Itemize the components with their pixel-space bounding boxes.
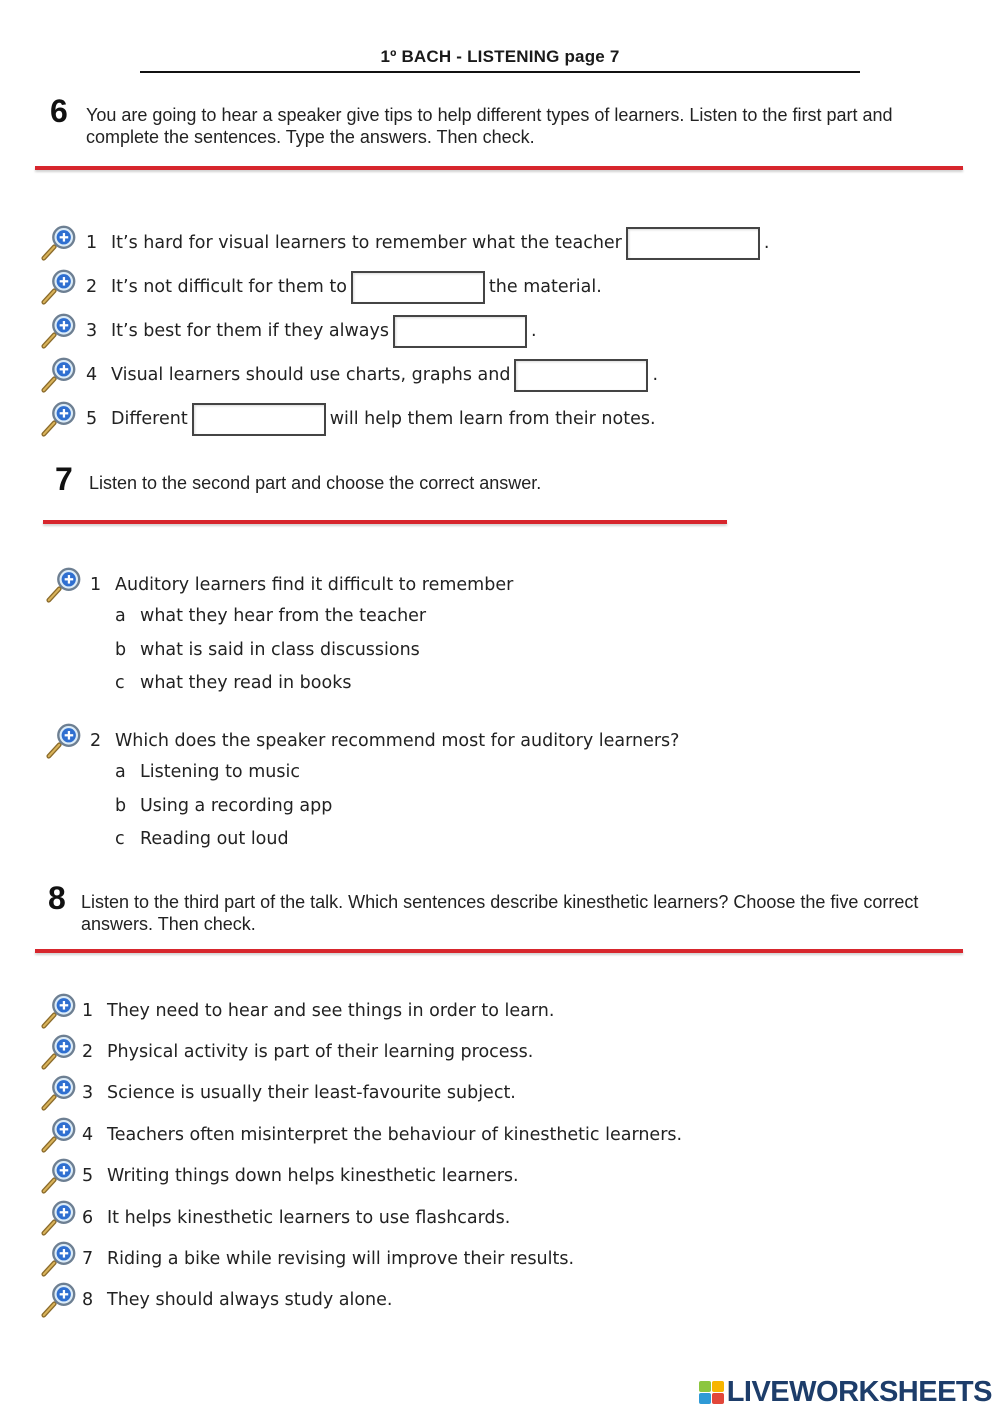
item-number: 8 [82,1290,94,1310]
answer-input[interactable] [192,403,326,436]
option-text: Reading out loud [140,829,289,849]
zoom-in-magnifier-icon[interactable] [40,1033,78,1071]
question-text: Which does the speaker recommend most for auditory learners? [115,731,680,751]
zoom-in-magnifier-icon[interactable] [45,566,83,604]
section-6-item [40,224,769,262]
item-text: They should always study alone. [107,1290,393,1310]
section-8-number: 8 [48,880,66,916]
item-text: They need to hear and see things in order to learn. [107,1001,555,1021]
zoom-in-magnifier-icon[interactable] [40,1199,78,1237]
section-8-item[interactable] [40,1157,519,1195]
liveworksheets-logo-text: LIVEWORKSHEETS [726,1376,992,1408]
option-text: what they read in books [140,673,352,693]
option-b[interactable] [115,796,332,816]
section-8-item[interactable] [40,1281,392,1319]
item-number: 3 [82,1083,94,1103]
option-letter: b [115,796,127,816]
section-6-item [40,312,537,350]
section-6-divider [35,166,963,170]
item-text-after: . [763,233,770,253]
zoom-in-magnifier-icon[interactable] [40,400,78,438]
item-text-after: the material. [488,277,602,297]
answer-input[interactable] [626,227,760,260]
zoom-in-magnifier-icon[interactable] [40,312,78,350]
option-a[interactable] [115,762,300,782]
item-text: Physical activity is part of their learning process. [107,1042,534,1062]
item-number: 1 [86,233,98,253]
item-number: 5 [86,409,98,429]
section-8-item[interactable] [40,1033,533,1071]
option-letter: a [115,606,126,626]
option-c[interactable] [115,673,351,693]
item-number: 4 [82,1125,94,1145]
question-number: 2 [90,731,102,751]
zoom-in-magnifier-icon[interactable] [40,1116,78,1154]
item-number: 2 [86,277,98,297]
zoom-in-magnifier-icon[interactable] [40,356,78,394]
option-letter: c [115,673,125,693]
item-text: It helps kinesthetic learners to use flashcards. [107,1208,511,1228]
section-6-item [40,356,658,394]
item-text: It’s not difficult for them to [111,277,347,297]
item-text-after: . [652,365,659,385]
item-number: 5 [82,1166,94,1186]
item-text: It’s hard for visual learners to remember what the teacher [111,233,622,253]
question-text: Auditory learners find it difficult to remember [115,575,514,595]
item-number: 6 [82,1208,94,1228]
item-text: It’s best for them if they always [111,321,389,341]
section-7-question [45,566,513,604]
answer-input[interactable] [351,271,485,304]
item-text-after: . [530,321,537,341]
section-7-divider [43,520,727,524]
item-number: 3 [86,321,98,341]
option-text: Listening to music [140,762,300,782]
section-6-instruction: You are going to hear a speaker give tips to help different types of learners. Listen to the first part and complete the sentences. Type the answers. Then check. [86,105,893,147]
item-text: Riding a bike while revising will improve their results. [107,1249,575,1269]
zoom-in-magnifier-icon[interactable] [40,268,78,306]
section-6-item [40,268,602,306]
item-number: 7 [82,1249,94,1269]
question-number: 1 [90,575,102,595]
item-text: Different [111,409,188,429]
zoom-in-magnifier-icon[interactable] [40,1281,78,1319]
item-text: Teachers often misinterpret the behaviour of kinesthetic learners. [107,1125,683,1145]
section-7-question [45,722,679,760]
item-number: 1 [82,1001,94,1021]
item-text: Science is usually their least-favourite subject. [107,1083,516,1103]
section-8-instruction: Listen to the third part of the talk. Which sentences describe kinesthetic learners? Choose the five correct answers. Then check. [81,892,919,934]
option-text: Using a recording app [140,796,333,816]
item-number: 4 [86,365,98,385]
option-text: what they hear from the teacher [140,606,427,626]
section-8-item[interactable] [40,1074,516,1112]
option-b[interactable] [115,640,420,660]
option-letter: c [115,829,125,849]
title-underline [140,71,860,73]
section-8-item[interactable] [40,1199,510,1237]
zoom-in-magnifier-icon[interactable] [40,224,78,262]
section-8-item[interactable] [40,1240,574,1278]
liveworksheets-brand[interactable] [699,1376,992,1409]
section-8-item[interactable] [40,1116,682,1154]
answer-input[interactable] [393,315,527,348]
item-text: Writing things down helps kinesthetic learners. [107,1166,519,1186]
section-8-divider [35,949,963,953]
section-6-item [40,400,656,438]
option-text: what is said in class discussions [140,640,420,660]
item-number: 2 [82,1042,94,1062]
zoom-in-magnifier-icon[interactable] [40,992,78,1030]
section-6-number: 6 [50,93,68,129]
option-letter: a [115,762,126,782]
answer-input[interactable] [514,359,648,392]
page-title: 1º BACH - LISTENING page 7 [380,47,620,66]
section-8-item[interactable] [40,992,554,1030]
zoom-in-magnifier-icon[interactable] [40,1240,78,1278]
option-c[interactable] [115,829,289,849]
item-text-after: will help them learn from their notes. [329,409,656,429]
option-a[interactable] [115,606,426,626]
zoom-in-magnifier-icon[interactable] [40,1157,78,1195]
section-7-number: 7 [55,461,73,497]
section-7-instruction: Listen to the second part and choose the correct answer. [89,473,542,493]
zoom-in-magnifier-icon[interactable] [40,1074,78,1112]
item-text: Visual learners should use charts, graphs and [111,365,511,385]
zoom-in-magnifier-icon[interactable] [45,722,83,760]
liveworksheets-logo-icon [699,1381,725,1405]
option-letter: b [115,640,127,660]
